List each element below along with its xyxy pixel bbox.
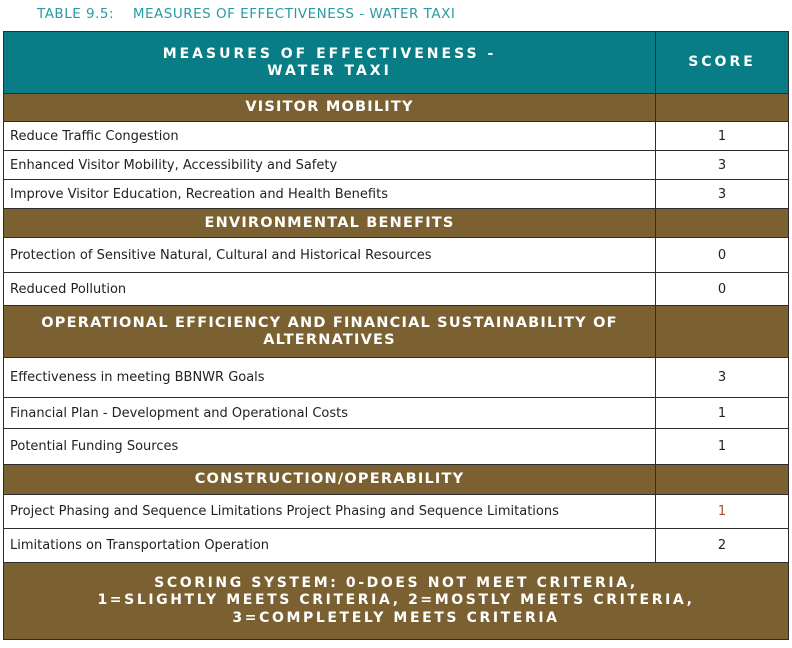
header-measures bbox=[4, 32, 656, 94]
measure-label: Effectiveness in meeting BBNWR Goals bbox=[4, 358, 656, 398]
header-score: SCORE bbox=[656, 32, 789, 94]
measure-label: Enhanced Visitor Mobility, Accessibility and Safety bbox=[4, 151, 656, 180]
measure-label: Protection of Sensitive Natural, Cultural and Historical Resources bbox=[4, 238, 656, 273]
table-row bbox=[4, 273, 789, 306]
table-row bbox=[4, 358, 789, 398]
header-measures-line1: MEASURES OF EFFECTIVENESS - bbox=[162, 45, 497, 62]
measure-label: Improve Visitor Education, Recreation and Health Benefits bbox=[4, 180, 656, 209]
table-row bbox=[4, 529, 789, 563]
section-score-blank bbox=[656, 306, 789, 358]
measure-label: Reduced Pollution bbox=[4, 273, 656, 306]
table-title: MEASURES OF EFFECTIVENESS - WATER TAXI bbox=[132, 6, 456, 22]
table-row bbox=[4, 429, 789, 465]
measure-score: 3 bbox=[656, 180, 789, 209]
table-row bbox=[4, 238, 789, 273]
section-title: ENVIRONMENTAL BENEFITS bbox=[4, 209, 656, 238]
scoring-line2: 1=SLIGHTLY MEETS CRITERIA, 2=MOSTLY MEETS CRITERIA, bbox=[97, 592, 695, 609]
measure-score: 1 bbox=[656, 429, 789, 465]
measure-score: 3 bbox=[656, 151, 789, 180]
scoring-system-row bbox=[4, 563, 789, 640]
section-score-blank bbox=[656, 94, 789, 122]
measure-label: Reduce Traffic Congestion bbox=[4, 122, 656, 151]
table-row bbox=[4, 151, 789, 180]
section-score-blank bbox=[656, 465, 789, 495]
table-caption bbox=[37, 6, 455, 24]
measure-label: Financial Plan - Development and Operational Costs bbox=[4, 398, 656, 429]
section-score-blank bbox=[656, 209, 789, 238]
header-measures-line2: WATER TAXI bbox=[267, 62, 392, 79]
section-title: VISITOR MOBILITY bbox=[4, 94, 656, 122]
table-row bbox=[4, 495, 789, 529]
measures-table bbox=[3, 31, 789, 640]
table-row bbox=[4, 122, 789, 151]
scoring-line3: 3=COMPLETELY MEETS CRITERIA bbox=[232, 609, 560, 626]
measure-score: 2 bbox=[656, 529, 789, 563]
table-number: TABLE 9.5: bbox=[37, 6, 115, 22]
section-construction-operability bbox=[4, 465, 789, 495]
measure-score: 1 bbox=[656, 122, 789, 151]
section-title-line2: ALTERNATIVES bbox=[263, 331, 396, 348]
measure-score: 1 bbox=[656, 495, 789, 529]
section-visitor-mobility bbox=[4, 94, 789, 122]
section-environmental-benefits bbox=[4, 209, 789, 238]
section-title bbox=[4, 306, 656, 358]
measure-label: Potential Funding Sources bbox=[4, 429, 656, 465]
section-title-line1: OPERATIONAL EFFICIENCY AND FINANCIAL SUSTAINABILITY OF bbox=[41, 314, 618, 331]
measure-score: 1 bbox=[656, 398, 789, 429]
scoring-line1: SCORING SYSTEM: 0-DOES NOT MEET CRITERIA, bbox=[154, 574, 638, 591]
section-operational-efficiency bbox=[4, 306, 789, 358]
table-row bbox=[4, 398, 789, 429]
measure-score: 0 bbox=[656, 238, 789, 273]
measure-score: 3 bbox=[656, 358, 789, 398]
table-header-row bbox=[4, 32, 789, 94]
table-row bbox=[4, 180, 789, 209]
scoring-system-note bbox=[4, 563, 789, 640]
measure-label: Limitations on Transportation Operation bbox=[4, 529, 656, 563]
measure-label: Project Phasing and Sequence Limitations Project Phasing and Sequence Limitations bbox=[4, 495, 656, 529]
measure-score: 0 bbox=[656, 273, 789, 306]
section-title: CONSTRUCTION/OPERABILITY bbox=[4, 465, 656, 495]
